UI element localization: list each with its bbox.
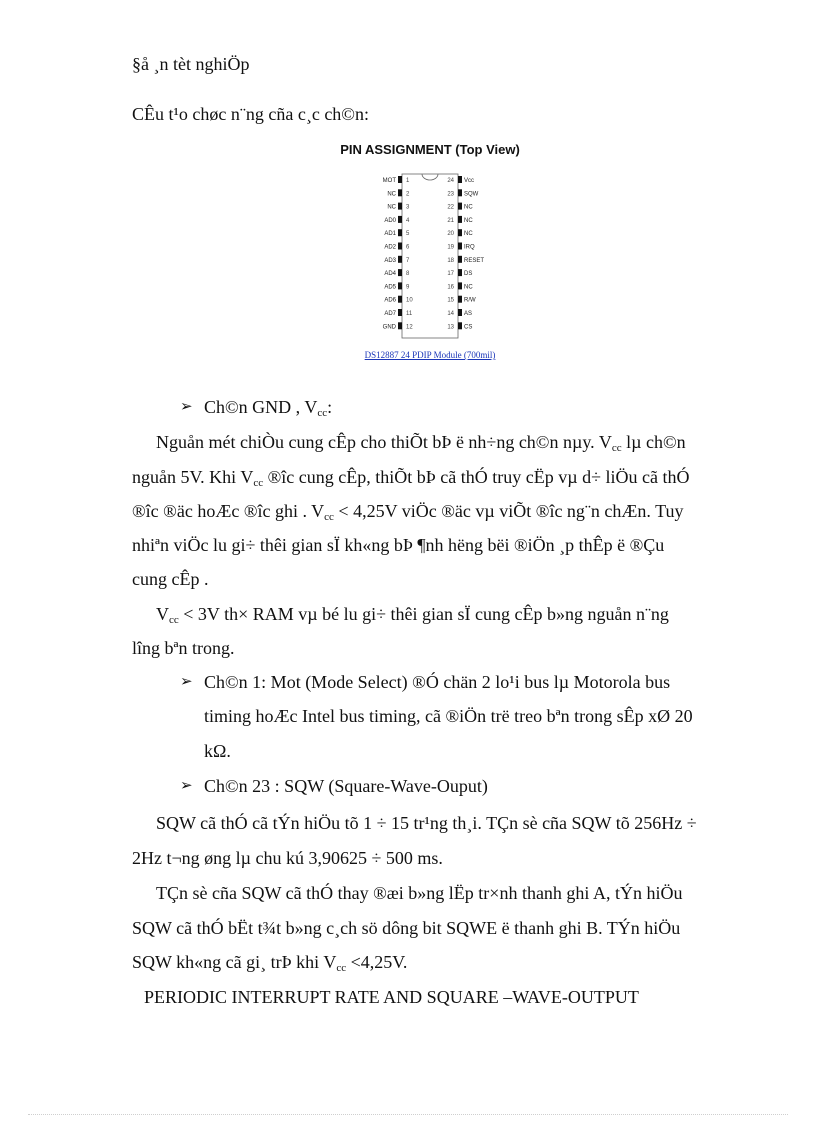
pin-22-label: NC bbox=[464, 204, 473, 211]
bullet-sqw: Ch©n 23 : SQW (Square-Wave-Ouput) bbox=[204, 776, 488, 796]
para1-line3: ®îc ®äc hoÆc ®îc ghi . $V_{cc} < 4,25V$ viÖc ®äc vµ viÕt ®îc ng¨n chÆn. Tuy bbox=[132, 501, 684, 523]
pin-24-number: 24 bbox=[447, 178, 454, 184]
pin-13-label: CS bbox=[464, 324, 473, 331]
pin-9-label: AD5 bbox=[384, 284, 396, 291]
figure-title: PIN ASSIGNMENT (Top View) bbox=[340, 142, 520, 157]
pin-11-number: 11 bbox=[406, 311, 413, 317]
para2-line2: lîng bªn trong. bbox=[132, 638, 235, 658]
pin-21-lead bbox=[458, 216, 462, 223]
pin-assignment-figure bbox=[320, 136, 540, 366]
figure-caption[interactable]: DS12887 24 PDIP Module (700mil) bbox=[364, 350, 496, 360]
pin-5-number: 5 bbox=[406, 231, 410, 238]
arrow-bullet-icon: ➢ bbox=[180, 397, 193, 415]
page-header: §å ¸n tèt nghiÖp bbox=[132, 54, 250, 74]
pin-2-lead bbox=[398, 189, 402, 196]
arrow-bullet-icon: ➢ bbox=[180, 776, 193, 794]
pin-15-lead bbox=[458, 296, 462, 303]
pin-14-label: AS bbox=[464, 311, 473, 317]
pin-17-label: DS bbox=[464, 271, 473, 278]
pin-13-lead bbox=[458, 322, 462, 329]
pin-14-lead bbox=[458, 309, 462, 316]
pin-17-number: 17 bbox=[447, 271, 454, 278]
pin-6-label: AD2 bbox=[384, 244, 396, 251]
arrow-bullet-icon: ➢ bbox=[180, 672, 193, 690]
pin-20-label: NC bbox=[464, 231, 473, 238]
pin-5-lead bbox=[398, 229, 402, 236]
pin-3-label: NC bbox=[387, 204, 396, 211]
pin-2-number: 2 bbox=[406, 191, 410, 198]
bullet-mot-line2: timing hoÆc Intel bus timing, cã ®iÖn trë treo bªn trong sÊp xØ 20 bbox=[204, 706, 693, 726]
pin-10-label: AD6 bbox=[384, 297, 396, 304]
pin-21-number: 21 bbox=[447, 217, 454, 224]
pin-7-number: 7 bbox=[406, 257, 410, 264]
pin-13-number: 13 bbox=[447, 324, 454, 331]
pin-7-label: AD3 bbox=[384, 257, 396, 264]
pin-16-number: 16 bbox=[447, 284, 454, 291]
pin-20-number: 20 bbox=[447, 231, 454, 238]
pin-18-lead bbox=[458, 256, 462, 263]
pin-9-number: 9 bbox=[406, 284, 410, 291]
pin-23-number: 23 bbox=[447, 191, 454, 198]
para1-line5: cung cÊp . bbox=[132, 569, 209, 589]
para2-line1: $V_{cc} < 3V$ th× RAM vµ bé lu gi÷ thêi gian sÏ cung cÊp b»ng nguån n¨ng bbox=[156, 604, 669, 626]
pin-6-lead bbox=[398, 243, 402, 250]
pin-11-label: AD7 bbox=[384, 311, 396, 317]
pin-6-number: 6 bbox=[406, 244, 410, 251]
pin-15-number: 15 bbox=[447, 297, 454, 304]
pin-10-number: 10 bbox=[406, 297, 413, 304]
pin-12-number: 12 bbox=[406, 324, 413, 331]
pin-19-number: 19 bbox=[447, 244, 454, 251]
pin-1-number: 1 bbox=[406, 178, 410, 184]
chip-diagram bbox=[320, 166, 540, 371]
pin-18-number: 18 bbox=[447, 257, 454, 264]
pin-4-number: 4 bbox=[406, 217, 410, 224]
pin-19-lead bbox=[458, 243, 462, 250]
pin-8-label: AD4 bbox=[384, 271, 396, 278]
pin-3-number: 3 bbox=[406, 204, 410, 211]
pin-12-lead bbox=[398, 322, 402, 329]
pin-4-lead bbox=[398, 216, 402, 223]
pin-22-lead bbox=[458, 203, 462, 210]
pin-20-lead bbox=[458, 229, 462, 236]
para4-line3: SQW kh«ng cã gi¸ trÞ khi $V_{cc} <4,25V$. bbox=[132, 952, 408, 974]
pin-24-label: Vcc bbox=[464, 178, 475, 184]
footer-divider bbox=[28, 1114, 788, 1115]
pin-12-label: GND bbox=[382, 324, 396, 331]
pin-16-lead bbox=[458, 282, 462, 289]
pin-23-lead bbox=[458, 189, 462, 196]
pin-2-label: NC bbox=[387, 191, 396, 198]
pin-8-lead bbox=[398, 269, 402, 276]
pin-10-lead bbox=[398, 296, 402, 303]
pin-15-label: R/W bbox=[464, 297, 476, 304]
bullet-gnd-vcc: Ch©n GND , $V_{cc}$: bbox=[204, 397, 333, 419]
pin-1-lead bbox=[398, 176, 402, 183]
pin-3-lead bbox=[398, 203, 402, 210]
pin-17-lead bbox=[458, 269, 462, 276]
pin-23-label: SQW bbox=[464, 191, 479, 198]
para3-line1: SQW cã thÓ cã tÝn hiÖu tõ 1 ÷ 15 tr¹ng th¸i. TÇn sè cña SQW tõ 256Hz ÷ bbox=[156, 813, 697, 833]
para1-line1: Nguån mét chiÒu cung cÊp cho thiÕt bÞ ë nh÷ng ch©n nµy. $V_{cc}$ lµ ch©n bbox=[156, 432, 686, 454]
bullet-mot-line1: Ch©n 1: Mot (Mode Select) ®Ó chän 2 lo¹i bus lµ Motorola bus bbox=[204, 672, 671, 692]
para4-line1: TÇn sè cña SQW cã thÓ thay ®æi b»ng lËp tr×nh thanh ghi A, tÝn hiÖu bbox=[156, 883, 683, 903]
pin-24-lead bbox=[458, 176, 462, 183]
bottom-heading: PERIODIC INTERRUPT RATE AND SQUARE –WAVE-OUTPUT bbox=[144, 987, 639, 1007]
section-title: CÊu t¹o chøc n¨ng cña c¸c ch©n: bbox=[132, 104, 369, 124]
para1-line2: nguån 5V. Khi $V_{cc}$ ®îc cung cÊp, thiÕt bÞ cã thÓ truy cËp vµ d÷ liÖu cã thÓ bbox=[132, 467, 690, 489]
pin-11-lead bbox=[398, 309, 402, 316]
pin-18-label: RESET bbox=[464, 257, 485, 264]
pin-22-number: 22 bbox=[447, 204, 454, 211]
pin-5-label: AD1 bbox=[384, 231, 396, 238]
pin-16-label: NC bbox=[464, 284, 473, 291]
pin-7-lead bbox=[398, 256, 402, 263]
bullet-mot-line3: kΩ. bbox=[204, 741, 231, 761]
pin-14-number: 14 bbox=[447, 311, 454, 317]
para4-line2: SQW cã thÓ bËt t¾t b»ng c¸ch sö dông bit SQWE ë thanh ghi B. TÝn hiÖu bbox=[132, 918, 681, 938]
pin-4-label: AD0 bbox=[384, 217, 396, 224]
para1-line4: nhiªn viÖc lu gi÷ thêi gian sÏ kh«ng bÞ ¶nh hëng bëi ®iÖn ¸p thÊp ë ®Çu bbox=[132, 535, 665, 555]
para3-line2: 2Hz t¬ng øng lµ chu kú 3,90625 ÷ 500 ms. bbox=[132, 848, 443, 868]
pin-1-label: MOT bbox=[382, 178, 396, 184]
pin-8-number: 8 bbox=[406, 271, 410, 278]
pin-19-label: IRQ bbox=[464, 244, 475, 251]
pin-21-label: NC bbox=[464, 217, 473, 224]
pin-9-lead bbox=[398, 282, 402, 289]
